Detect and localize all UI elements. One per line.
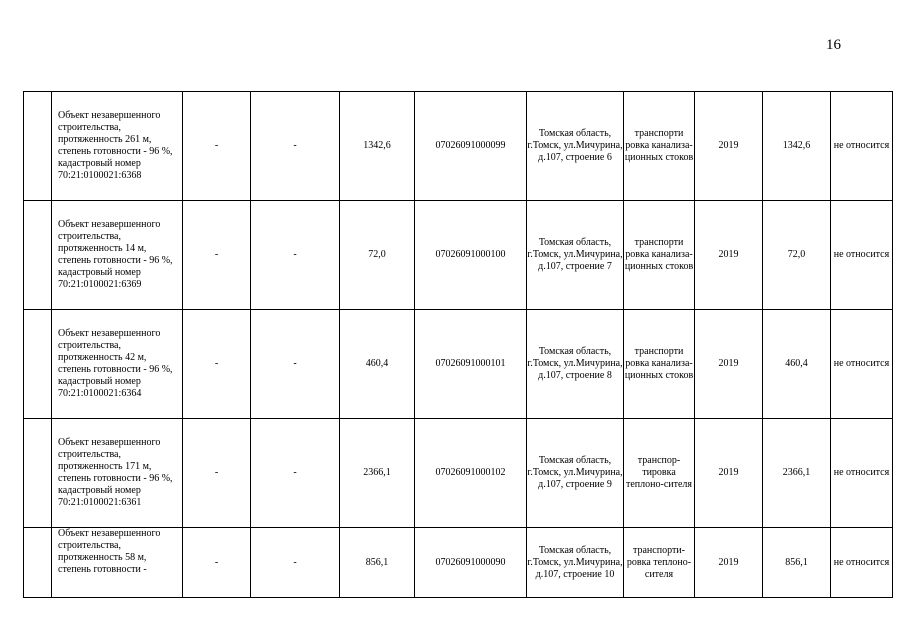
object-name — [52, 201, 183, 310]
year-cell: 2019 — [695, 92, 763, 201]
purpose-cell: транспорти-ровка теплоно-сителя — [624, 528, 695, 598]
value2-cell: 72,0 — [763, 201, 831, 310]
object-name-text: Объект незавершенного строительства, протяженность 58 м, степень готовности - — [58, 528, 161, 575]
code-cell: 07026091000099 — [415, 92, 527, 201]
col-b-cell: - — [251, 92, 340, 201]
note-cell: не относится — [831, 310, 893, 419]
value2-cell: 2366,1 — [763, 419, 831, 528]
table-row — [24, 92, 893, 201]
col-a-cell: - — [183, 310, 251, 419]
code-cell: 07026091000101 — [415, 310, 527, 419]
value2-cell: 460,4 — [763, 310, 831, 419]
object-name-text: Объект незавершенного строительства, протяженность 42 м, степень готовности - 96 %, кадастровый номер 70:21:0100021:6364 — [58, 328, 173, 399]
note-cell: не относится — [831, 201, 893, 310]
value-cell: 2366,1 — [340, 419, 415, 528]
address-cell: Томская область, г.Томск, ул.Мичурина, д.107, строение 10 — [527, 528, 624, 598]
object-name-text: Объект незавершенного строительства, протяженность 261 м, степень готовности - 96 %, кадастровый номер 70:21:0100021:6368 — [58, 110, 173, 181]
col-b-cell: - — [251, 310, 340, 419]
row-index-cell — [24, 92, 52, 201]
col-a-cell: - — [183, 419, 251, 528]
value2-cell: 856,1 — [763, 528, 831, 598]
purpose-cell: транспорти ровка канализа-ционных стоков — [624, 92, 695, 201]
purpose-cell: транспор-тировка теплоно-сителя — [624, 419, 695, 528]
object-name-text: Объект незавершенного строительства, протяженность 14 м, степень готовности - 96 %, кадастровый номер 70:21:0100021:6369 — [58, 219, 173, 290]
value-cell: 72,0 — [340, 201, 415, 310]
code-cell: 07026091000090 — [415, 528, 527, 598]
object-name — [52, 419, 183, 528]
object-name-text: Объект незавершенного строительства, протяженность 171 м, степень готовности - 96 %, кадастровый номер 70:21:0100021:6361 — [58, 437, 173, 508]
value-cell: 856,1 — [340, 528, 415, 598]
purpose-cell: транспорти ровка канализа-ционных стоков — [624, 310, 695, 419]
value2-cell: 1342,6 — [763, 92, 831, 201]
col-a-cell: - — [183, 92, 251, 201]
year-cell: 2019 — [695, 201, 763, 310]
address-cell: Томская область, г.Томск, ул.Мичурина, д.107, строение 7 — [527, 201, 624, 310]
row-index-cell — [24, 201, 52, 310]
note-cell: не относится — [831, 419, 893, 528]
note-cell: не относится — [831, 528, 893, 598]
value-cell: 1342,6 — [340, 92, 415, 201]
object-name — [52, 92, 183, 201]
note-cell: не относится — [831, 92, 893, 201]
year-cell: 2019 — [695, 310, 763, 419]
year-cell: 2019 — [695, 419, 763, 528]
col-a-cell: - — [183, 201, 251, 310]
page-number: 16 — [826, 37, 841, 53]
row-index-cell — [24, 528, 52, 598]
property-registry-table — [23, 91, 893, 598]
address-cell: Томская область, г.Томск, ул.Мичурина, д.107, строение 9 — [527, 419, 624, 528]
value-cell: 460,4 — [340, 310, 415, 419]
col-b-cell: - — [251, 201, 340, 310]
table-row — [24, 419, 893, 528]
row-index-cell — [24, 310, 52, 419]
col-a-cell: - — [183, 528, 251, 598]
row-index-cell — [24, 419, 52, 528]
table-row — [24, 310, 893, 419]
year-cell: 2019 — [695, 528, 763, 598]
table-row — [24, 528, 893, 598]
col-b-cell: - — [251, 419, 340, 528]
object-name — [52, 310, 183, 419]
code-cell: 07026091000100 — [415, 201, 527, 310]
object-name — [52, 528, 183, 598]
code-cell: 07026091000102 — [415, 419, 527, 528]
address-cell: Томская область, г.Томск, ул.Мичурина, д.107, строение 6 — [527, 92, 624, 201]
table-row — [24, 201, 893, 310]
col-b-cell: - — [251, 528, 340, 598]
address-cell: Томская область, г.Томск, ул.Мичурина, д.107, строение 8 — [527, 310, 624, 419]
purpose-cell: транспорти ровка канализа-ционных стоков — [624, 201, 695, 310]
